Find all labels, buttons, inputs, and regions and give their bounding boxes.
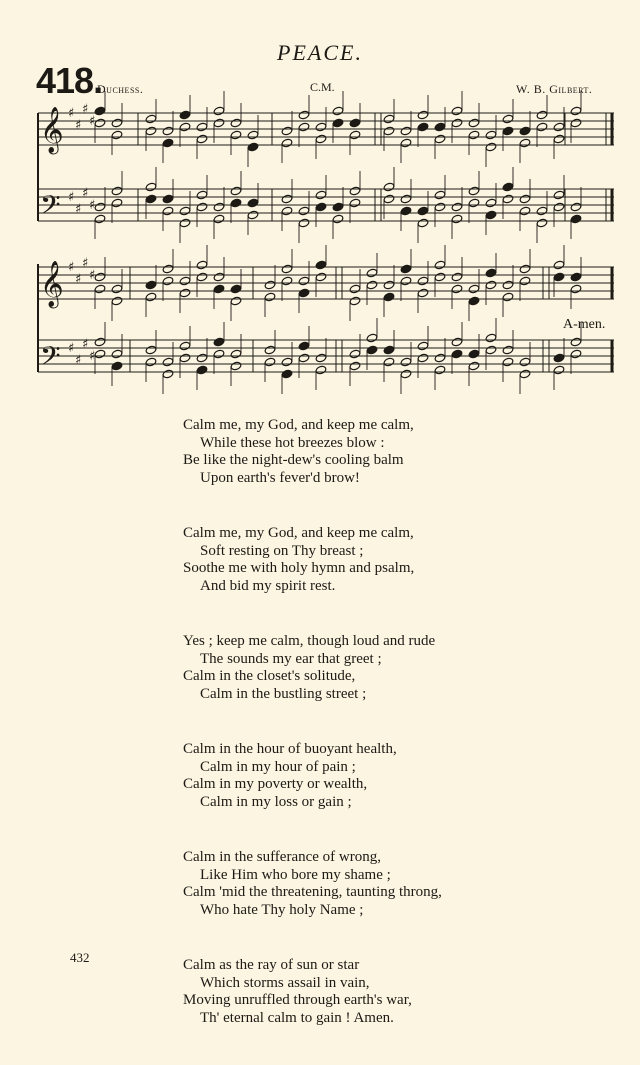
note-head — [451, 272, 463, 282]
note-head — [400, 194, 412, 204]
note-head — [536, 206, 548, 216]
note-head — [230, 186, 242, 196]
sharp-icon: ♯ — [89, 349, 96, 364]
lyric-line: Calm 'mid the threatening, taunting throng, — [183, 884, 442, 900]
lyric-line: Soft resting on Thy breast ; — [200, 542, 364, 559]
sharp-icon: ♯ — [75, 202, 82, 217]
note-head — [298, 353, 310, 363]
note-head — [230, 296, 242, 306]
note-head — [179, 276, 191, 286]
note-head — [502, 280, 514, 290]
note-head — [383, 182, 395, 192]
note-head — [553, 190, 565, 200]
note-head — [332, 202, 344, 212]
note-head — [400, 369, 412, 379]
lyric-line: Calm in my hour of pain ; — [200, 758, 356, 775]
note-head — [145, 194, 157, 204]
note-head — [485, 142, 497, 152]
note-head — [570, 118, 582, 128]
note-head — [213, 214, 225, 224]
note-head — [451, 284, 463, 294]
sharp-icon: ♯ — [82, 102, 89, 117]
sharp-icon: ♯ — [82, 337, 89, 352]
note-head — [281, 369, 293, 379]
note-head — [281, 206, 293, 216]
note-head — [434, 134, 446, 144]
note-head — [366, 333, 378, 343]
note-head — [332, 118, 344, 128]
note-head — [298, 122, 310, 132]
note-head — [536, 110, 548, 120]
note-head — [570, 337, 582, 347]
note-head — [162, 194, 174, 204]
note-head — [383, 114, 395, 124]
note-head — [502, 126, 514, 136]
note-head — [485, 210, 497, 220]
note-head — [570, 284, 582, 294]
note-head — [502, 194, 514, 204]
note-head — [281, 126, 293, 136]
note-head — [400, 138, 412, 148]
note-head — [366, 280, 378, 290]
note-head — [349, 186, 361, 196]
note-head — [400, 276, 412, 286]
note-head — [94, 349, 106, 359]
lyric-line: Be like the night-dew's cooling balm — [183, 452, 404, 468]
note-head — [434, 122, 446, 132]
note-head — [383, 194, 395, 204]
bass-clef-icon: 𝄢 — [40, 340, 61, 378]
note-head — [94, 272, 106, 282]
note-head — [298, 341, 310, 351]
note-head — [570, 349, 582, 359]
lyric-line: Th' eternal calm to gain ! Amen. — [200, 1009, 394, 1026]
note-head — [247, 210, 259, 220]
note-head — [434, 202, 446, 212]
note-head — [383, 345, 395, 355]
note-head — [383, 292, 395, 302]
note-head — [315, 260, 327, 270]
note-head — [179, 353, 191, 363]
note-head — [94, 214, 106, 224]
note-head — [196, 272, 208, 282]
note-head — [451, 337, 463, 347]
amen-label: A-men. — [563, 317, 606, 332]
note-head — [162, 276, 174, 286]
note-head — [519, 126, 531, 136]
note-head — [111, 130, 123, 140]
sharp-icon: ♯ — [68, 190, 75, 205]
note-head — [145, 345, 157, 355]
lyric-line: Calm in the bustling street ; — [200, 685, 367, 702]
hymn-number: 418. — [36, 60, 103, 101]
note-head — [451, 349, 463, 359]
note-head — [485, 130, 497, 140]
sharp-icon: ♯ — [89, 198, 96, 213]
note-head — [553, 272, 565, 282]
note-head — [349, 118, 361, 128]
note-head — [162, 264, 174, 274]
note-head — [298, 218, 310, 228]
note-head — [196, 353, 208, 363]
note-head — [196, 260, 208, 270]
note-head — [315, 122, 327, 132]
note-head — [400, 126, 412, 136]
note-head — [519, 369, 531, 379]
note-head — [553, 122, 565, 132]
note-head — [485, 345, 497, 355]
lyric-line: Calm in the closet's solitude, — [183, 668, 356, 684]
lyric-line: Calm me, my God, and keep me calm, — [183, 525, 414, 541]
note-head — [179, 110, 191, 120]
lyric-line: Calm as the ray of sun or star — [183, 957, 360, 973]
note-head — [315, 134, 327, 144]
note-head — [162, 369, 174, 379]
stanza-6 — [183, 957, 603, 1027]
note-head — [553, 134, 565, 144]
note-head — [519, 138, 531, 148]
note-head — [519, 206, 531, 216]
lyric-line: Moving unruffled through earth's war, — [183, 992, 412, 1008]
lyric-line: Calm in the sufferance of wrong, — [183, 849, 381, 865]
note-head — [570, 214, 582, 224]
note-head — [417, 110, 429, 120]
note-head — [502, 345, 514, 355]
note-head — [162, 206, 174, 216]
note-head — [111, 186, 123, 196]
treble-clef-icon: 𝄞 — [40, 261, 64, 307]
note-head — [383, 280, 395, 290]
note-head — [145, 114, 157, 124]
composer-name: W. B. Gilbert. — [516, 82, 593, 96]
note-head — [434, 353, 446, 363]
note-head — [417, 122, 429, 132]
note-head — [434, 190, 446, 200]
note-head — [349, 296, 361, 306]
note-head — [281, 357, 293, 367]
note-head — [570, 272, 582, 282]
note-head — [417, 276, 429, 286]
note-head — [485, 268, 497, 278]
lyric-line: Who hate Thy holy Name ; — [200, 901, 364, 918]
note-head — [366, 268, 378, 278]
note-head — [417, 353, 429, 363]
note-head — [213, 202, 225, 212]
note-head — [434, 365, 446, 375]
note-head — [230, 349, 242, 359]
note-head — [349, 284, 361, 294]
note-head — [264, 345, 276, 355]
sharp-icon: ♯ — [82, 256, 89, 271]
note-head — [383, 357, 395, 367]
note-head — [349, 349, 361, 359]
note-head — [315, 190, 327, 200]
note-head — [298, 276, 310, 286]
note-head — [519, 194, 531, 204]
note-head — [281, 276, 293, 286]
lyric-line: While these hot breezes blow : — [200, 434, 385, 451]
note-head — [400, 264, 412, 274]
note-head — [162, 357, 174, 367]
note-head — [519, 357, 531, 367]
note-head — [536, 122, 548, 132]
lyric-line: Calm in my loss or gain ; — [200, 793, 352, 810]
lyric-line: The sounds my ear that greet ; — [200, 650, 382, 667]
note-head — [281, 264, 293, 274]
note-head — [196, 134, 208, 144]
note-head — [264, 292, 276, 302]
note-head — [94, 118, 106, 128]
note-head — [451, 202, 463, 212]
sharp-icon: ♯ — [75, 272, 82, 287]
note-head — [213, 118, 225, 128]
note-head — [502, 114, 514, 124]
note-head — [179, 341, 191, 351]
note-head — [145, 182, 157, 192]
note-head — [213, 349, 225, 359]
note-head — [230, 130, 242, 140]
note-head — [145, 126, 157, 136]
note-head — [553, 260, 565, 270]
note-head — [179, 122, 191, 132]
sharp-icon: ♯ — [68, 341, 75, 356]
treble-clef-icon: 𝄞 — [40, 107, 64, 153]
note-head — [264, 357, 276, 367]
note-head — [145, 280, 157, 290]
sharp-icon: ♯ — [75, 118, 82, 133]
lyric-line: Calm me, my God, and keep me calm, — [183, 417, 414, 433]
note-head — [434, 260, 446, 270]
note-head — [111, 349, 123, 359]
note-head — [349, 361, 361, 371]
note-head — [264, 280, 276, 290]
note-head — [553, 353, 565, 363]
stanza-4 — [183, 741, 603, 811]
note-head — [111, 296, 123, 306]
note-head — [247, 142, 259, 152]
note-head — [417, 206, 429, 216]
note-head — [247, 198, 259, 208]
lyric-line: Upon earth's fever'd brow! — [200, 469, 360, 486]
lyric-line: Soothe me with holy hymn and psalm, — [183, 560, 415, 576]
note-head — [230, 118, 242, 128]
sharp-icon: ♯ — [89, 268, 96, 283]
note-head — [94, 202, 106, 212]
lyrics — [183, 417, 603, 1065]
note-head — [417, 341, 429, 351]
note-head — [213, 272, 225, 282]
note-head — [298, 110, 310, 120]
lyric-line: Like Him who bore my shame ; — [200, 866, 391, 883]
note-head — [468, 130, 480, 140]
note-head — [468, 361, 480, 371]
stanza-5 — [183, 849, 603, 919]
sharp-icon: ♯ — [75, 353, 82, 368]
note-head — [553, 365, 565, 375]
note-head — [145, 357, 157, 367]
lyric-line: Which storms assail in vain, — [200, 974, 370, 991]
music-score — [0, 0, 640, 400]
note-head — [111, 118, 123, 128]
note-head — [281, 138, 293, 148]
note-head — [519, 264, 531, 274]
note-head — [349, 198, 361, 208]
note-head — [196, 190, 208, 200]
note-head — [502, 357, 514, 367]
lyric-line: And bid my spirit rest. — [200, 577, 336, 594]
note-head — [281, 194, 293, 204]
note-head — [536, 218, 548, 228]
note-head — [162, 138, 174, 148]
note-head — [94, 284, 106, 294]
note-head — [570, 202, 582, 212]
note-head — [468, 349, 480, 359]
note-head — [553, 202, 565, 212]
note-head — [315, 353, 327, 363]
note-head — [349, 130, 361, 140]
note-head — [451, 118, 463, 128]
hymn-title: PEACE. — [277, 40, 363, 65]
lyric-line: Yes ; keep me calm, though loud and rude — [183, 633, 436, 649]
stanza-3 — [183, 633, 603, 703]
note-head — [213, 337, 225, 347]
page-number: 432 — [70, 950, 90, 965]
note-head — [468, 198, 480, 208]
note-head — [485, 280, 497, 290]
tune-name: Duchess. — [97, 82, 144, 96]
note-head — [417, 288, 429, 298]
note-head — [502, 182, 514, 192]
note-head — [179, 218, 191, 228]
sharp-icon: ♯ — [68, 106, 75, 121]
note-head — [519, 276, 531, 286]
note-head — [485, 333, 497, 343]
note-head — [111, 284, 123, 294]
stanza-2 — [183, 525, 603, 595]
note-head — [332, 106, 344, 116]
note-head — [213, 284, 225, 294]
note-head — [230, 284, 242, 294]
sharp-icon: ♯ — [82, 186, 89, 201]
note-head — [196, 365, 208, 375]
note-head — [468, 118, 480, 128]
note-head — [230, 198, 242, 208]
bass-clef-icon: 𝄢 — [40, 189, 61, 227]
note-head — [162, 126, 174, 136]
lyric-line: Calm in the hour of buoyant health, — [183, 741, 397, 757]
note-head — [111, 198, 123, 208]
note-head — [94, 106, 106, 116]
note-head — [400, 206, 412, 216]
note-head — [315, 365, 327, 375]
sharp-icon: ♯ — [89, 114, 96, 129]
note-head — [230, 361, 242, 371]
note-head — [179, 288, 191, 298]
note-head — [196, 122, 208, 132]
note-head — [298, 206, 310, 216]
note-head — [213, 106, 225, 116]
sharp-icon: ♯ — [68, 260, 75, 275]
note-head — [332, 214, 344, 224]
note-head — [468, 296, 480, 306]
note-head — [315, 272, 327, 282]
note-head — [434, 272, 446, 282]
note-head — [451, 106, 463, 116]
note-head — [400, 357, 412, 367]
meter-label: C.M. — [310, 80, 335, 94]
note-head — [196, 202, 208, 212]
note-head — [485, 198, 497, 208]
note-head — [298, 288, 310, 298]
note-head — [94, 337, 106, 347]
note-head — [468, 284, 480, 294]
note-head — [417, 218, 429, 228]
note-head — [468, 186, 480, 196]
note-head — [502, 292, 514, 302]
note-head — [315, 202, 327, 212]
note-head — [145, 292, 157, 302]
note-head — [451, 214, 463, 224]
note-head — [111, 361, 123, 371]
stanza-1 — [183, 417, 603, 487]
note-head — [383, 126, 395, 136]
note-head — [247, 130, 259, 140]
lyric-line: Calm in my poverty or wealth, — [183, 776, 368, 792]
note-head — [570, 106, 582, 116]
note-head — [366, 345, 378, 355]
note-head — [179, 206, 191, 216]
